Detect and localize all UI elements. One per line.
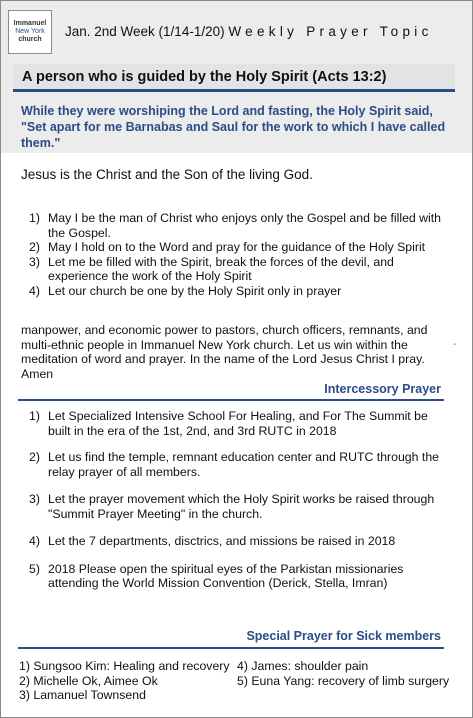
item-number: 4) bbox=[29, 534, 40, 548]
page-title: A person who is guided by the Holy Spirit (Acts 13:2) bbox=[22, 69, 387, 85]
list-item bbox=[21, 409, 453, 438]
item-text: 2018 Please open the spiritual eyes of the Parkistan missionaries attending the World Mission Convention (Derick, Stella, Imran) bbox=[48, 561, 404, 590]
logo-line-2: New York bbox=[15, 28, 45, 35]
header-title bbox=[65, 24, 433, 39]
scripture-verse: While they were worshiping the Lord and fasting, the Holy Spirit said, "Set apart for me Barnabas and Saul for the work to which I have called them." bbox=[21, 104, 446, 150]
header-band bbox=[1, 1, 472, 153]
prayer-paragraph: manpower, and economic power to pastors, church officers, remnants, and multi-ethnic people in Immanuel New York church. Let us win within the meditation of word and prayer. In the name of the Lord Jesus Christ I pray. Amen bbox=[21, 323, 428, 381]
item-number: 1) bbox=[29, 409, 40, 423]
title-box bbox=[13, 64, 455, 92]
list-item bbox=[21, 284, 453, 299]
item-number: 2) bbox=[29, 240, 40, 254]
item-number: 1) bbox=[29, 211, 40, 225]
item-number: 2) bbox=[29, 450, 40, 464]
sick-members-divider bbox=[18, 647, 444, 649]
sick-list-column-1 bbox=[19, 659, 230, 703]
item-number: 4) bbox=[29, 283, 40, 298]
stray-mark: - bbox=[453, 339, 457, 350]
item-number: 3) bbox=[29, 254, 40, 269]
intercessory-list bbox=[21, 409, 453, 591]
list-item bbox=[21, 255, 453, 284]
church-logo bbox=[8, 10, 52, 54]
logo-line-3: church bbox=[18, 36, 42, 43]
item-text: May I be the man of Christ who enjoys only the Gospel and be filled with the Gospel. bbox=[48, 211, 442, 240]
logo-line-1: Immanuel bbox=[13, 20, 47, 27]
sick-member-entry: 4) James: shoulder pain bbox=[237, 659, 369, 673]
item-text: Let Specialized Intensive School For Healing, and For The Summit be built in the era of the 1st, 2nd, and 3rd RUTC in 2018 bbox=[48, 409, 428, 438]
personal-prayer-list bbox=[21, 211, 453, 298]
list-item bbox=[21, 450, 453, 479]
list-item bbox=[21, 534, 453, 549]
list-item bbox=[21, 492, 453, 521]
item-text: Let us find the temple, remnant education center and RUTC through the relay prayer of all members. bbox=[48, 450, 439, 479]
item-text: Let the 7 departments, disctrics, and missions be raised in 2018 bbox=[48, 534, 396, 548]
intercessory-heading: Intercessory Prayer bbox=[324, 382, 441, 396]
item-text: Let our church be one by the Holy Spirit only in prayer bbox=[48, 283, 342, 298]
item-text: Let me be filled with the Spirit, break the forces of the devil, and experience the work of the Holy Spirit bbox=[48, 254, 394, 283]
item-text: Let the prayer movement which the Holy Spirit works be raised through "Summit Prayer Meeting" in the church. bbox=[48, 492, 435, 521]
sick-member-entry: 5) Euna Yang: recovery of limb surgery bbox=[237, 673, 450, 688]
list-item bbox=[21, 240, 453, 255]
sick-list-column-2 bbox=[237, 659, 449, 688]
sick-member-entry: 2) Michelle Ok, Aimee Ok bbox=[19, 673, 158, 688]
header-topic: Weekly Prayer Topic bbox=[228, 24, 433, 39]
header-date: Jan. 2nd Week (1/14-1/20) bbox=[65, 24, 225, 39]
sick-member-entry: 1) Sungsoo Kim: Healing and recovery bbox=[19, 659, 230, 673]
main-statement: Jesus is the Christ and the Son of the living God. bbox=[21, 167, 313, 182]
list-item bbox=[21, 562, 453, 591]
list-item bbox=[21, 211, 453, 240]
intercessory-divider bbox=[18, 399, 444, 401]
item-number: 5) bbox=[29, 561, 40, 576]
sick-member-entry: 3) Lamanuel Townsend bbox=[19, 688, 146, 702]
sick-members-heading: Special Prayer for Sick members bbox=[246, 629, 441, 643]
item-number: 3) bbox=[29, 492, 40, 506]
item-text: May I hold on to the Word and pray for the guidance of the Holy Spirit bbox=[48, 240, 426, 254]
